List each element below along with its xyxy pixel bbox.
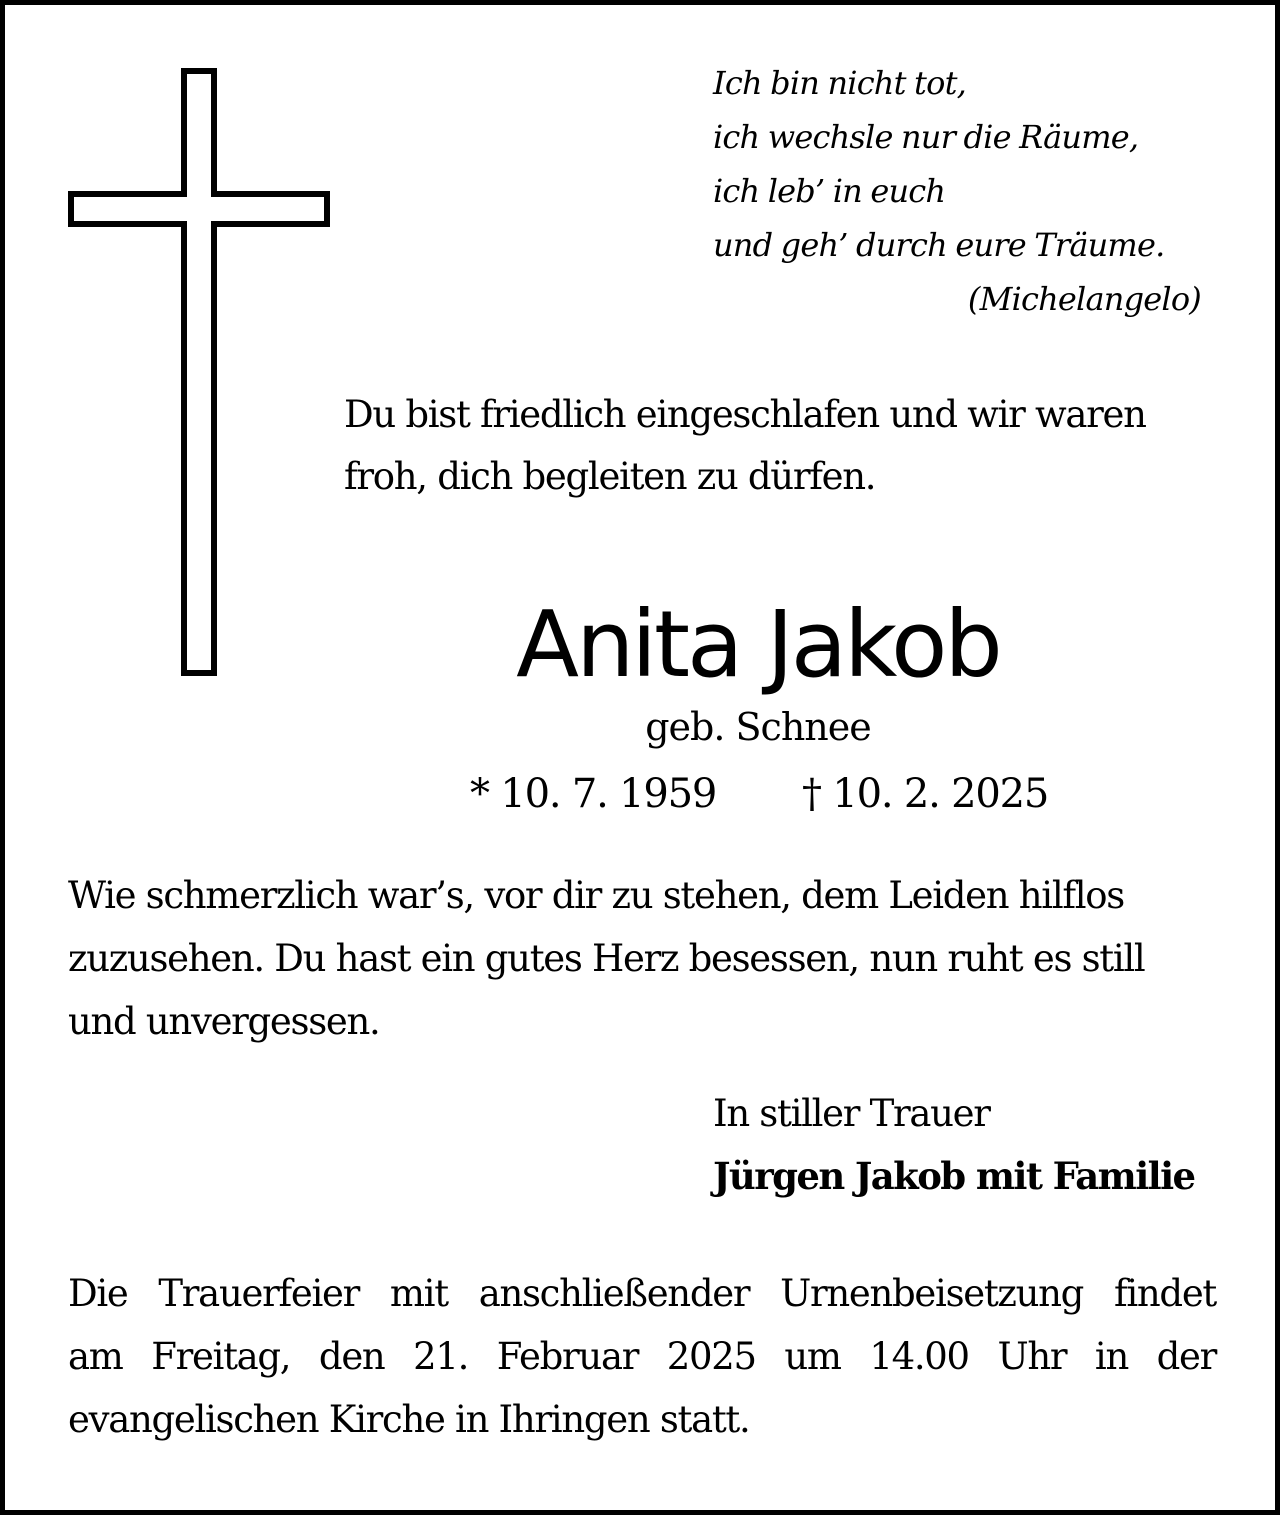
verse-line: zuzusehen. Du hast ein gutes Herz besessen, nun ruht es still (68, 937, 1145, 980)
deceased-name: Anita Jakob (516, 591, 1000, 698)
verse-text (68, 864, 1218, 1053)
poem-line: ich leb’ in euch (713, 172, 946, 210)
poem-quote (713, 56, 1213, 326)
mourning-label: In stiller Trauer (713, 1092, 990, 1135)
cross-icon (68, 68, 330, 676)
service-announcement (68, 1262, 1216, 1451)
intro-line: Du bist friedlich eingeschlafen und wir waren (344, 393, 1146, 436)
poem-line: ich wechsle nur die Räume, (713, 118, 1139, 156)
death-date: † 10. 2. 2025 (802, 771, 1049, 817)
verse-line: Wie schmerzlich war’s, vor dir zu stehen, dem Leiden hilflos (68, 874, 1124, 917)
verse-line: und unvergessen. (68, 1000, 380, 1043)
intro-line: froh, dich begleiten zu dürfen. (344, 455, 876, 498)
service-line: evangelischen Kirche in Ihringen statt. (68, 1398, 750, 1441)
poem-author: (Michelangelo) (967, 280, 1201, 318)
birth-name: geb. Schnee (645, 705, 871, 749)
poem-line: Ich bin nicht tot, (713, 64, 967, 102)
birth-date: * 10. 7. 1959 (470, 771, 717, 817)
poem-line: und geh’ durch eure Träume. (713, 226, 1165, 264)
intro-text (344, 384, 1224, 508)
service-line: am Freitag, den 21. Februar 2025 um 14.00 Uhr in der (68, 1335, 1216, 1378)
mourning-signature (713, 1082, 1223, 1208)
service-line: Die Trauerfeier mit anschließender Urnenbeisetzung findet (68, 1272, 1216, 1315)
mourning-family: Jürgen Jakob mit Familie (713, 1154, 1195, 1198)
